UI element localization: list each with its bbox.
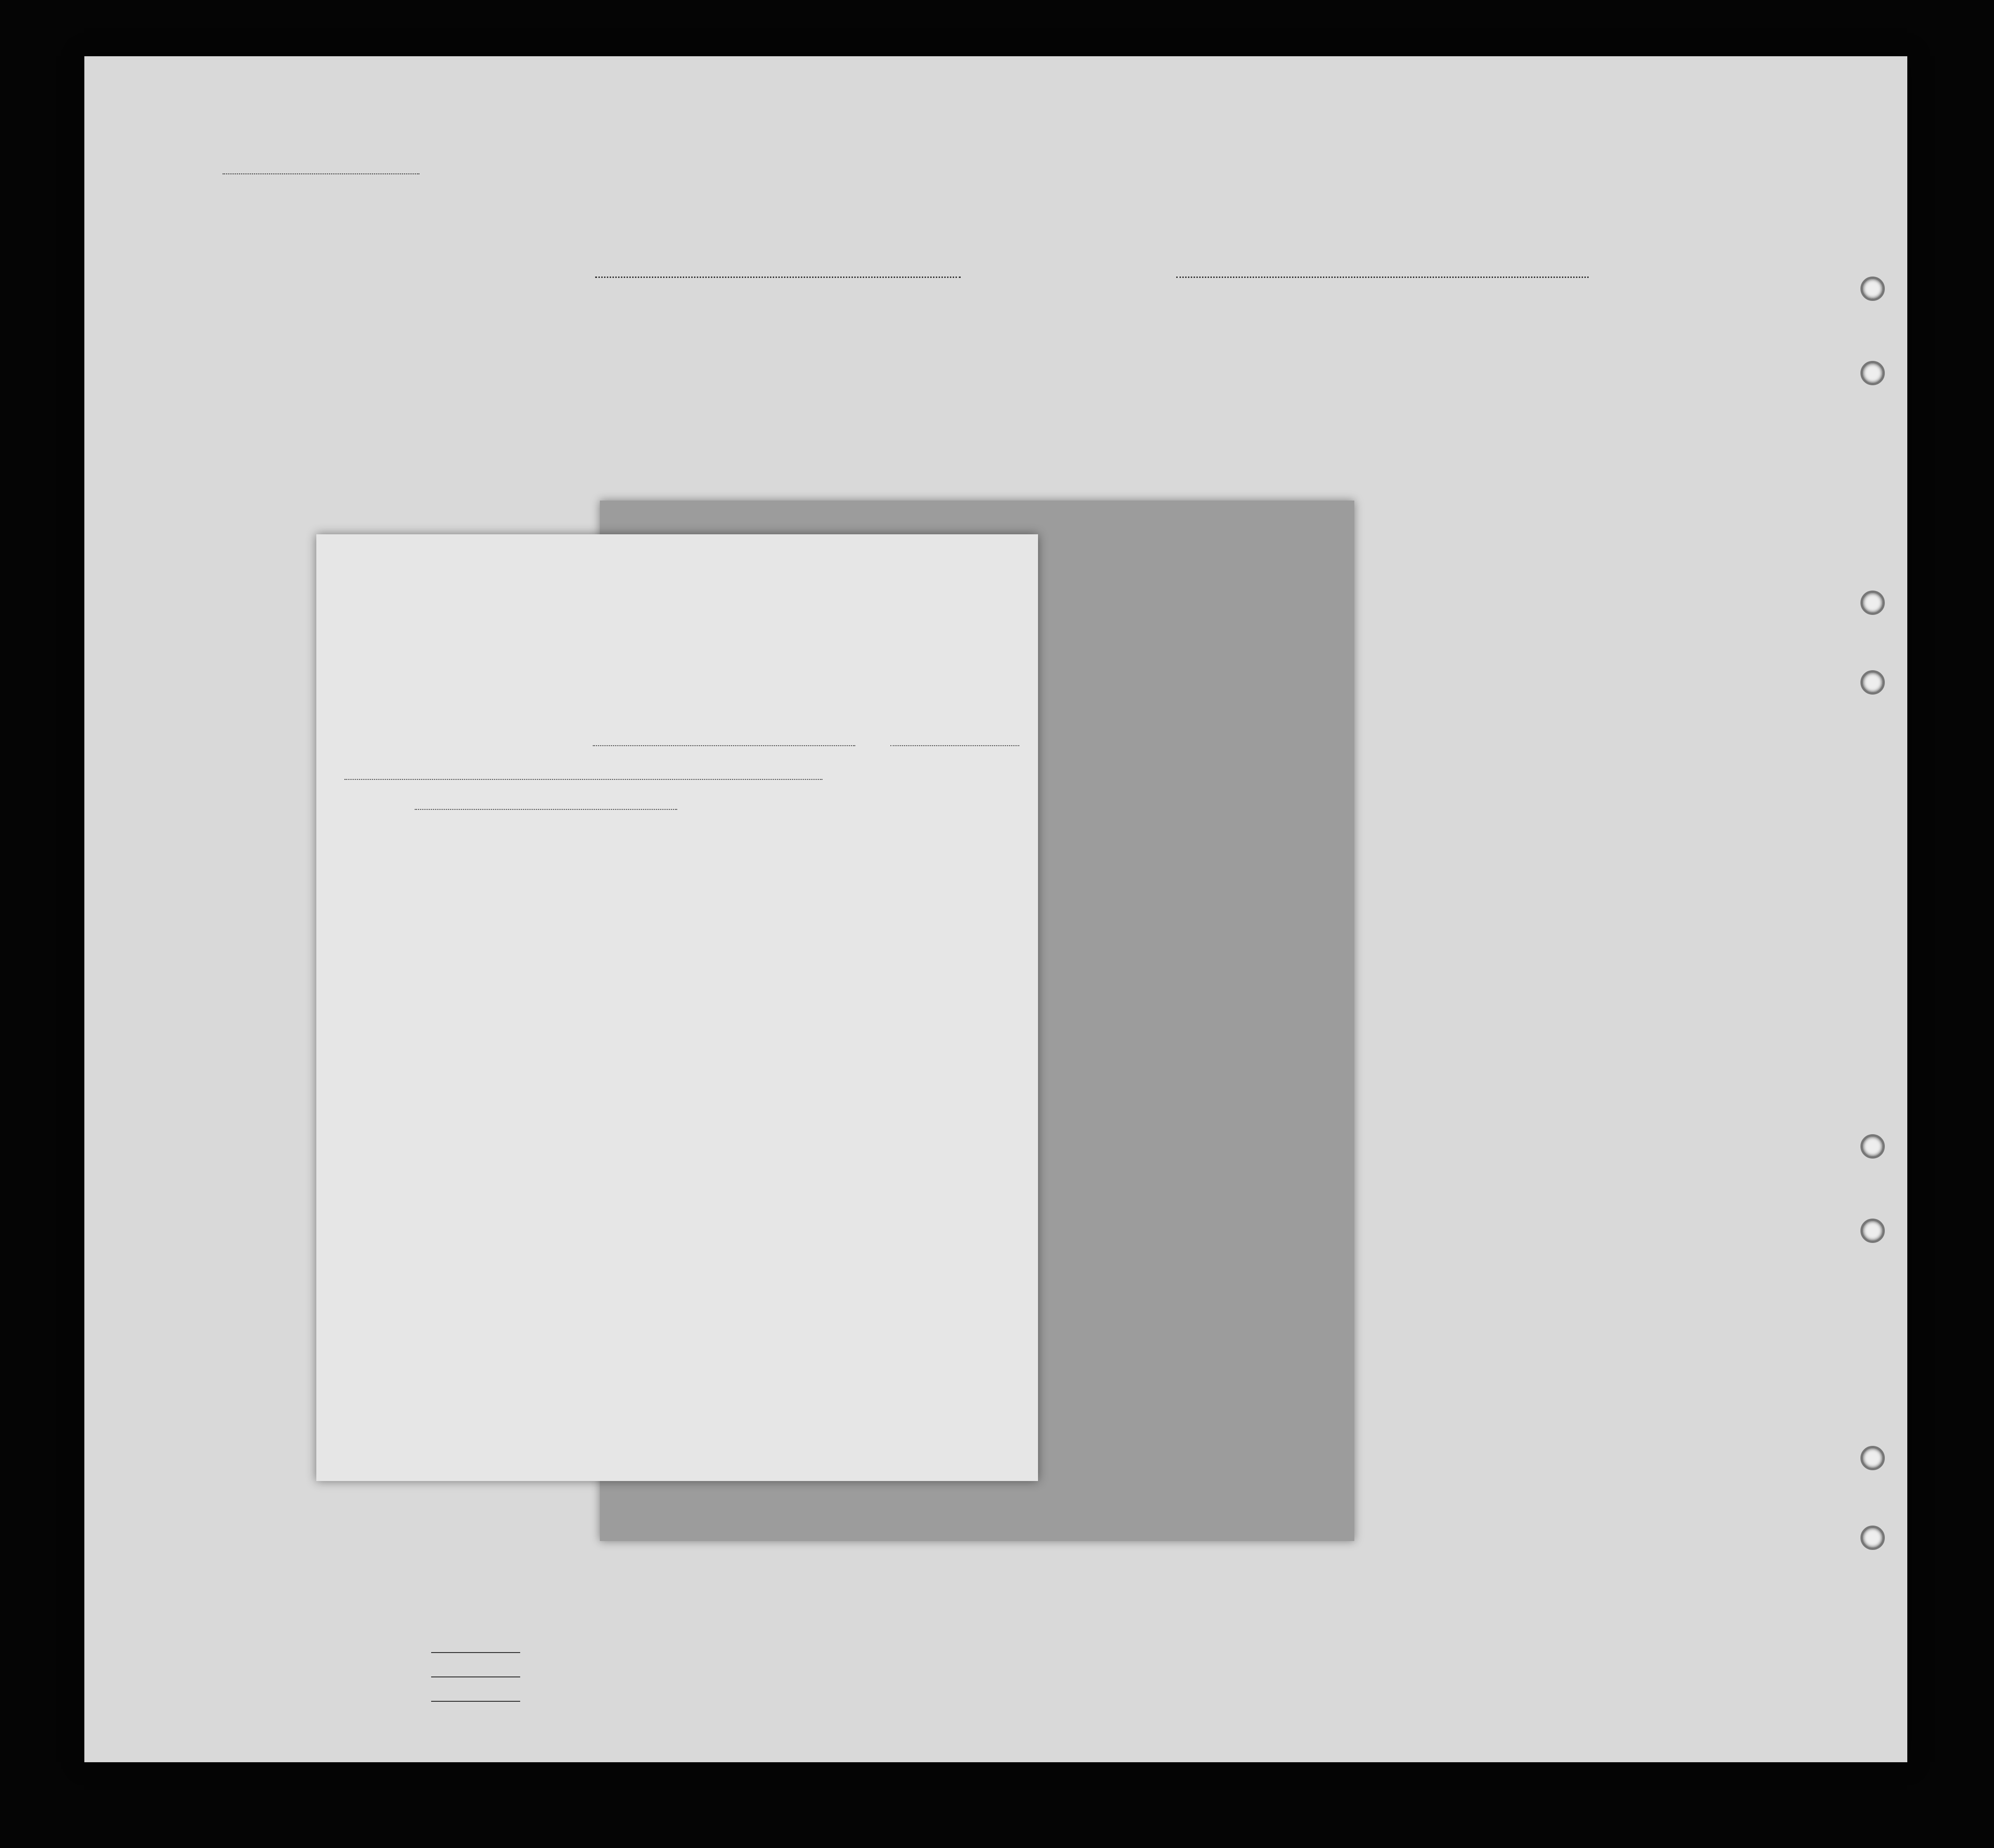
punch-hole [1860, 1134, 1885, 1159]
master-list-grid [316, 534, 1038, 1481]
master-list-card [316, 534, 1038, 1481]
aliens-line [431, 1701, 520, 1702]
punch-hole [1860, 277, 1885, 301]
punch-hole [1860, 1526, 1885, 1550]
punch-hole [1860, 1446, 1885, 1470]
citizens-line [431, 1676, 520, 1677]
punch-hole [1860, 1219, 1885, 1243]
punch-hole [1860, 670, 1885, 695]
total-line [431, 1652, 520, 1653]
punch-hole [1860, 361, 1885, 385]
punch-hole [1860, 591, 1885, 615]
